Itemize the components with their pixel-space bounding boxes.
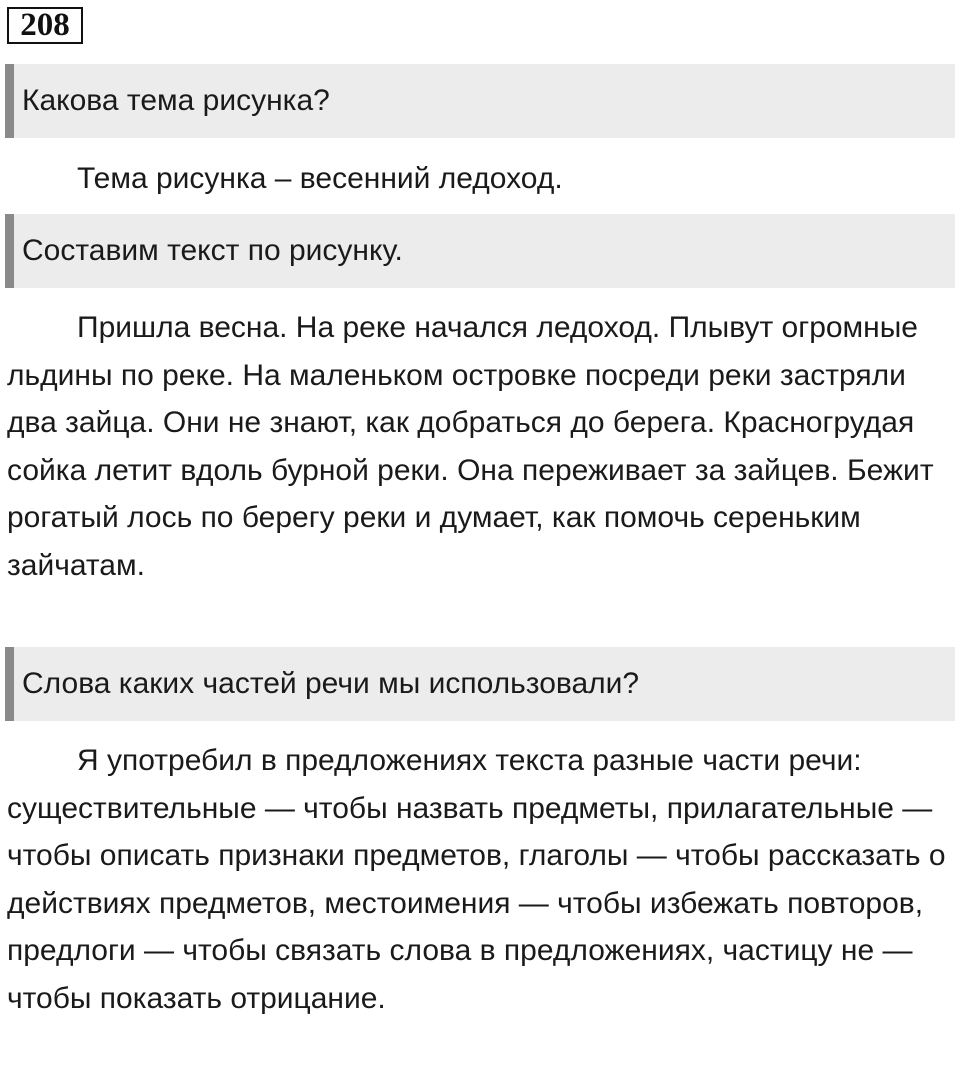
- question-text-1: Какова тема рисунка?: [22, 84, 330, 117]
- answer-text-2: Пришла весна. На реке начался ледоход. Плывут огромные льдины по реке. На маленьком островке посреди реки застряли два зайца. Они не знают, как добраться до берега. Красногрудая сойка летит вдоль бурной реки. Она переживает за зайцев. Бежит рогатый лось по берегу реки и думает, как помочь сереньким зайчатам.: [7, 311, 934, 582]
- question-text-2: Составим текст по рисунку.: [22, 234, 403, 267]
- question-text-3: Слова каких частей речи мы использовали?: [22, 667, 640, 700]
- question-block-1: [5, 64, 955, 138]
- answer-text-1: Тема рисунка – весенний ледоход.: [77, 162, 563, 195]
- question-block-2: [5, 214, 955, 288]
- answer-text-3: Я употребил в предложениях текста разные части речи: существительные — чтобы назвать предметы, прилагательные — чтобы описать признаки предметов, глаголы — чтобы рассказать о действиях предметов, местоимения — чтобы избежать повторов, предлоги — чтобы связать слова в предложениях, частицу не — чтобы показать отрицание.: [7, 744, 946, 1015]
- task-number-badge: 208: [7, 7, 83, 44]
- question-block-3: [5, 647, 955, 721]
